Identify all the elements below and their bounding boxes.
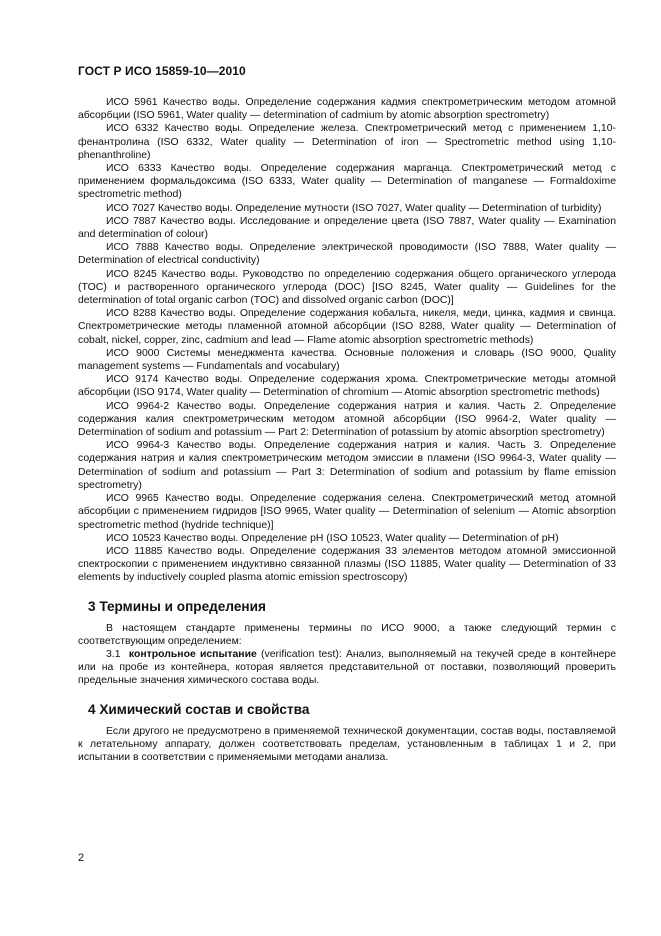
document-body [78,96,616,764]
section-3-heading: 3 Термины и определения [88,598,266,614]
section-3-intro: В настоящем стандарте применены термины по ИСО 9000, а также следующий термин с соответствующим определением: [78,622,616,647]
reference-item: ИСО 7888 Качество воды. Определение электрической проводимости (ISO 7888, Water quality — Determination of electrical conductivity) [78,242,616,267]
reference-item: ИСО 9174 Качество воды. Определение содержания хрома. Спектрометрические методы атомной абсорбции (ISO 9174, Water quality — Determination of chromium — Atomic absorption spectrometric methods) [78,374,616,399]
reference-item: ИСО 5961 Качество воды. Определение содержания кадмия спектрометрическим методом атомной абсорбции (ISO 5961, Water quality — determination of cadmium by atomic absorption spectrometry) [78,97,616,122]
reference-item: ИСО 6333 Качество воды. Определение содержания марганца. Спектрометрический метод с применением формальдоксима (ISO 6333, Water quality — Determination of manganese — Formaldoxime spectrometric method) [78,163,616,201]
reference-item: ИСО 9965 Качество воды. Определение содержания селена. Спектрометрический метод атомной абсорбции с применением гидридов [ISO 9965, Water quality — Determination of selenium — Atomic absorption spectrometric method (hydride technique)] [78,493,616,531]
section-4-text: Если другого не предусмотрено в применяемой технической документации, состав воды, поставляемой к летательному аппарату, должен соответствовать пределам, установленным в таблицах 1 и 2, при испытании в соответствии с применяемыми методами анализа. [78,725,616,763]
document-header: ГОСТ Р ИСО 15859-10—2010 [78,64,246,78]
reference-item: ИСО 8288 Качество воды. Определение содержания кобальта, никеля, меди, цинка, кадмия и свинца. Спектрометрические методы пламенной атомной абсорбции (ISO 8288, Water quality — Determination of cobalt, nickel, copper, zinc, cadmium and lead — Flame atomic absorption spectrometric methods) [78,308,616,346]
term-definition: (verification test): Анализ, выполняемый на текучей среде в контейнере или на пробе из контейнера, которая является представительной от поставки, позволяющий проверить предельные значения химического состава воды. [78,648,617,687]
reference-item: ИСО 11885 Качество воды. Определение содержания 33 элементов методом атомной эмиссионной спектроскопии с применением индуктивно связанной плазмы (ISO 11885, Water quality — Determination of 33 elements by inductively coupled plasma atomic emission spectroscopy) [78,545,616,584]
term-number: 3.1 [106,648,121,660]
term-definition-paragraph [78,648,616,688]
normative-references-list [78,96,616,585]
reference-item: ИСО 9964-3 Качество воды. Определение содержания натрия и калия. Часть 3. Определение содержания натрия и калия спектрометрическим методом эмиссии в пламени (ISO 9964-3, Water quality — Determination of sodium and potassium — Part 3: Determination of sodium and potassium by flame emission spectrometry) [78,440,616,491]
reference-item: ИСО 10523 Качество воды. Определение pH (ISO 10523, Water quality — Determination of pH) [106,532,559,544]
reference-item: ИСО 6332 Качество воды. Определение железа. Спектрометрический метод с применением 1,10-фенантролина (ISO 6332, Water quality — Determination of iron — Spectrometric method using 1,10-phenanthroline) [78,123,616,161]
page-number: 2 [78,852,85,864]
term-name: контрольное испытание [128,648,257,660]
reference-item: ИСО 8245 Качество воды. Руководство по определению содержания общего органического углерода (TOC) и растворенного органического углерода (DOC) [ISO 8245, Water quality — Guidelines for the determination of total organic carbon (TOC) and dissolved organic carbon (DOC)] [78,268,616,307]
reference-item: ИСО 7027 Качество воды. Определение мутности (ISO 7027, Water quality — Determination of turbidity) [106,202,602,214]
section-4-heading: 4 Химический состав и свойства [88,701,310,717]
reference-item: ИСО 9000 Системы менеджмента качества. Основные положения и словарь (ISO 9000, Quality management systems — Fundamentals and vocabulary) [78,347,616,373]
reference-item: ИСО 7887 Качество воды. Исследование и определение цвета (ISO 7887, Water quality — Examination and determination of colour) [78,215,616,241]
reference-item: ИСО 9964-2 Качество воды. Определение содержания натрия и калия. Часть 2. Определение содержания калия спектрометрическим методом атомной абсорбции (ISO 9964-2, Water quality — Determination of sodium and potassium — Part 2: Determination of potassium by atomic absorption spectrometry) [78,400,616,439]
